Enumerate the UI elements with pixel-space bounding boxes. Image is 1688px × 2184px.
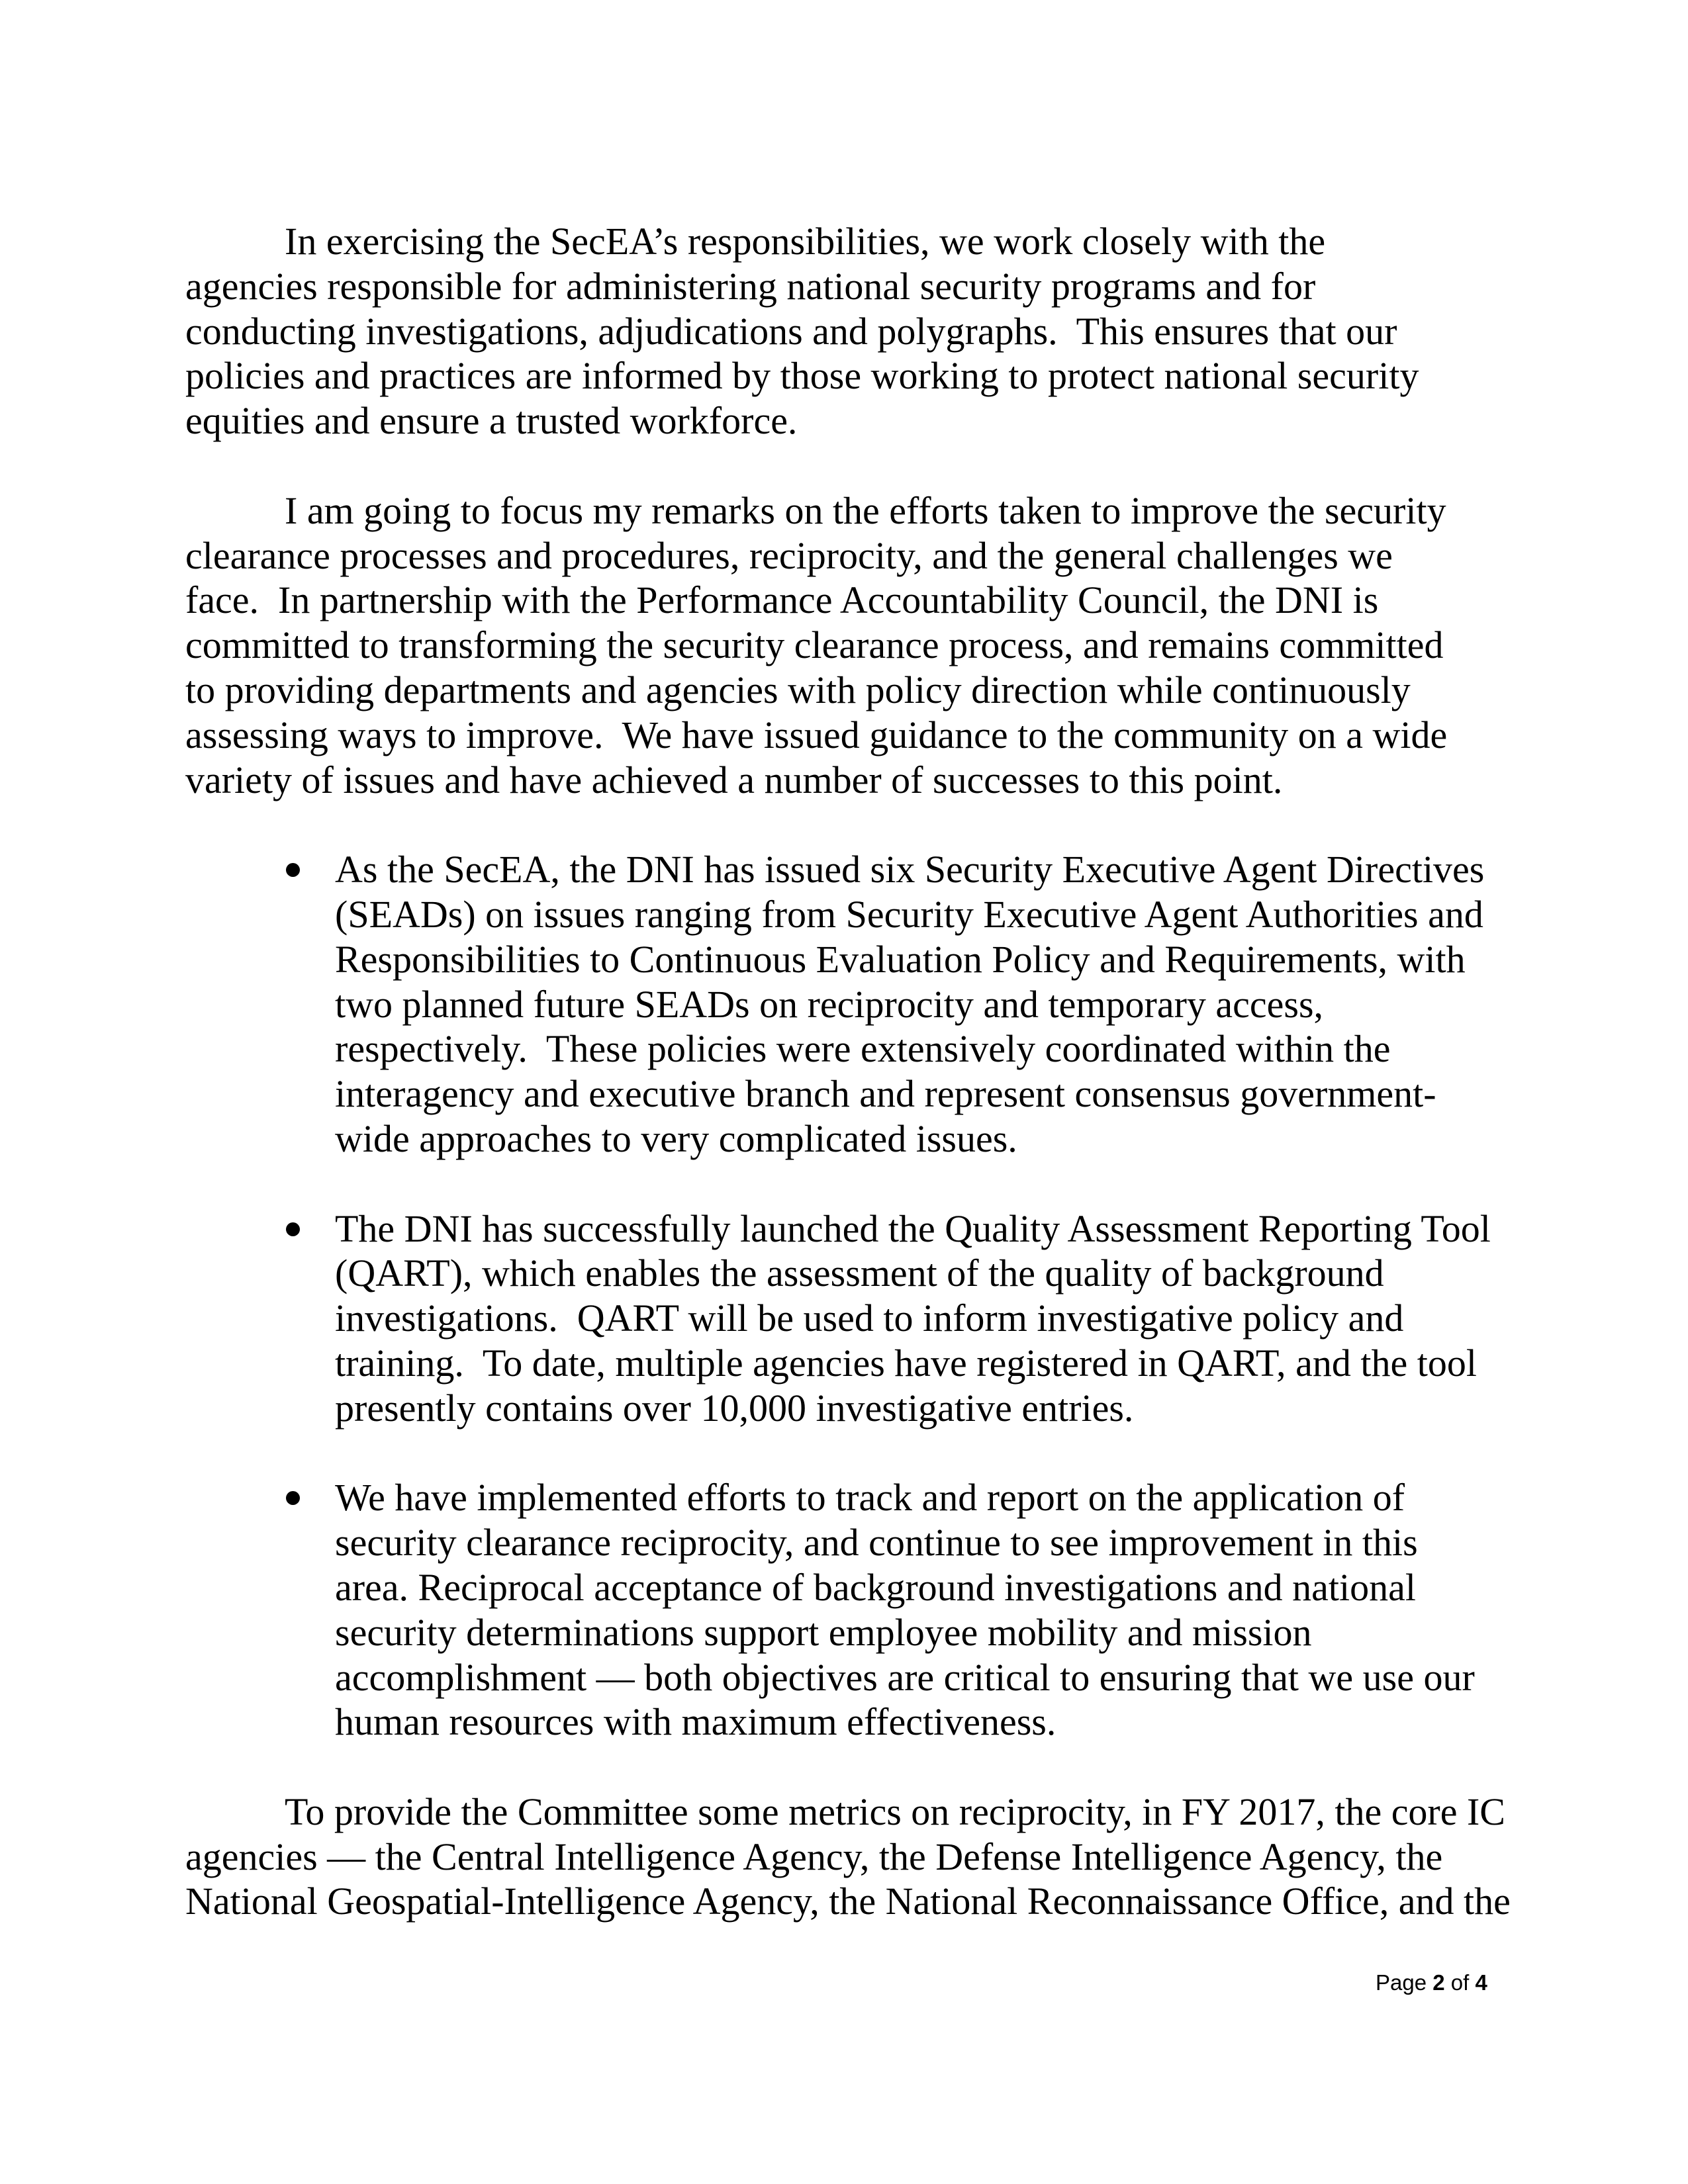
text-line: assessing ways to improve. We have issued guidance to the community on a wide [185,713,1448,756]
text-line: face. In partnership with the Performance Accountability Council, the DNI is [185,578,1379,622]
text-line: policies and practices are informed by those working to protect national security [185,354,1419,398]
text-line: investigations. QART will be used to inform investigative policy and [335,1297,1404,1340]
text-line: conducting investigations, adjudications and polygraphs. This ensures that our [185,309,1397,353]
bullet-icon [286,1491,300,1505]
paragraph-secea-responsibilities [185,219,1483,443]
text-line: presently contains over 10,000 investigative entries. [335,1386,1134,1430]
text-line: As the SecEA, the DNI has issued six Security Executive Agent Directives [335,848,1485,891]
total-pages-number: 4 [1475,1970,1487,1995]
text-line: Responsibilities to Continuous Evaluation Policy and Requirements, with [335,937,1466,981]
text-line: to providing departments and agencies with policy direction while continuously [185,668,1411,711]
text-line: committed to transforming the security clearance process, and remains committed [185,623,1444,667]
text-line: two planned future SEADs on reciprocity and temporary access, [335,982,1324,1026]
text-line: security determinations support employee mobility and mission [335,1610,1312,1654]
bullet-item-seads [185,847,1483,1161]
bullet-icon [286,1222,300,1236]
bullet-item-reciprocity [185,1475,1483,1745]
text-line: human resources with maximum effectiveness. [335,1700,1056,1744]
text-line: We have implemented efforts to track and report on the application of [335,1476,1405,1520]
of-label: of [1444,1970,1476,1995]
bullet-icon [286,863,300,877]
text-line: (QART), which enables the assessment of the quality of background [335,1251,1384,1295]
paragraph-focus-remarks [185,488,1483,803]
current-page-number: 2 [1432,1970,1445,1995]
text-line: In exercising the SecEA’s responsibilities, we work closely with the [285,220,1326,263]
text-line: respectively. These policies were extensively coordinated within the [335,1027,1391,1071]
text-line: agencies — the Central Intelligence Agency, the Defense Intelligence Agency, the [185,1835,1443,1878]
text-line: To provide the Committee some metrics on reciprocity, in FY 2017, the core IC [285,1790,1505,1833]
text-line: area. Reciprocal acceptance of background investigations and national [335,1565,1416,1609]
text-line: accomplishment — both objectives are critical to ensuring that we use our [335,1655,1475,1699]
text-line: I am going to focus my remarks on the efforts taken to improve the security [285,488,1446,532]
text-line: agencies responsible for administering national security programs and for [185,264,1316,308]
text-line: interagency and executive branch and represent consensus government- [335,1072,1436,1116]
text-line: training. To date, multiple agencies have registered in QART, and the tool [335,1341,1477,1385]
bullet-list [185,847,1491,1745]
text-line: wide approaches to very complicated issues. [335,1116,1017,1160]
text-line: (SEADs) on issues ranging from Security Executive Agent Authorities and [335,892,1483,936]
text-line: equities and ensure a trusted workforce. [185,399,798,443]
text-line: variety of issues and have achieved a number of successes to this point. [185,758,1283,801]
text-line: clearance processes and procedures, reciprocity, and the general challenges we [185,533,1393,577]
paragraph-reciprocity-metrics [185,1790,1511,1924]
text-line: National Geospatial-Intelligence Agency, the National Reconnaissance Office, and the [185,1880,1511,1923]
document-body [185,219,1511,1969]
bullet-item-qart [185,1206,1491,1431]
page-label: Page [1376,1970,1433,1995]
text-line: The DNI has successfully launched the Quality Assessment Reporting Tool [335,1206,1491,1250]
page-number-footer [1376,1970,1487,1996]
text-line: security clearance reciprocity, and continue to see improvement in this [335,1521,1418,1565]
